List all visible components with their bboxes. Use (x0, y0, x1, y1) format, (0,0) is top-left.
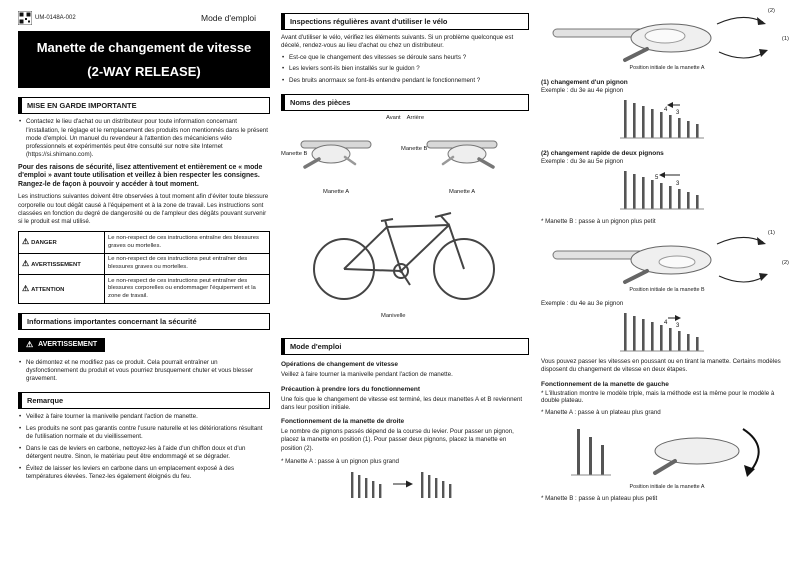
usage-sub1-text: Veillez à faire tourner la manivelle pendant l'action de manette. (281, 371, 453, 379)
front-lever-initial-position-caption: Position initiale de la manette A (629, 483, 705, 490)
rear-label: Arrière (406, 115, 425, 122)
document-title (18, 31, 270, 88)
right-shifter-icon (423, 127, 501, 176)
sprocket-number: 4 (664, 107, 668, 113)
hazard-level-table (18, 231, 270, 304)
usage-sub3-text: Le nombre de pignons passés dépend de la course du levier. Pour passer un pignon, placez la manette en position (1). Pour passer deux pignons, placez la manette en position (2). (281, 428, 514, 452)
caution-label: ATTENTION (31, 286, 65, 293)
usage-sub2-title: Précaution à prendre lors du fonctionnement (281, 385, 421, 393)
inspection-bullet: • Les leviers sont-ils bien installés sur le guidon ? (289, 65, 529, 73)
lever-b-arrows-figure (541, 230, 793, 293)
chainring-illustration (547, 421, 787, 483)
middle-column (281, 0, 529, 506)
position-1-label: (1) (781, 36, 789, 42)
position-1-label: (1) (767, 230, 775, 236)
document-type-label: Mode d'emploi (200, 12, 256, 23)
lever-a-right-label: Manette A (449, 189, 476, 196)
remark-bullet: • Veillez à faire tourner la manivelle pendant l'action de manette. (26, 413, 270, 421)
table-row (19, 253, 270, 274)
shift-two-title: (2) changement rapide de deux pignons (541, 150, 664, 157)
lever-a-left-label: Manette A (323, 189, 350, 196)
section-header-inspections: Inspections régulières avant d'utiliser le vélo (281, 13, 529, 30)
lever-a-initial-position-caption: Position initiale de la manette A (629, 65, 705, 71)
sprocket-number: 5 (655, 175, 659, 181)
safety-bold-paragraph: Pour des raisons de sécurité, lisez attentivement et entièrement ce « mode d'emploi » avant toute utilisation et veillez à bien respecter les consignes. Rangez-le de façon à pouvoir y accéder à tout moment. (18, 163, 263, 189)
danger-text-cell: Le non-respect de ces instructions entraîne des blessures graves ou mortelles. (105, 232, 270, 253)
warning-text-cell: Le non-respect de ces instructions peut entraîner des blessures graves ou mortelles. (105, 253, 270, 274)
lever-a-arrows-figure (541, 8, 793, 71)
inspection-bullet: • Des bruits anormaux se font-ils entendre pendant le fonctionnement ? (289, 77, 529, 85)
section-header-important-notice: MISE EN GARDE IMPORTANTE (18, 97, 270, 114)
section-header-usage: Mode d'emploi (281, 338, 529, 355)
table-row (19, 232, 270, 253)
front-rear-labels (281, 115, 529, 121)
lever-b-note: * Manette B : passe à un pignon plus petit (541, 218, 656, 225)
instructions-classification-paragraph: Les instructions suivantes doivent être observées à tout moment afin d'éviter toute blessure corporelle ou tout dégât causé à l'équipement et à la zone de travail. Les instructions sont classées en fonction du degré de dangerosité ou de l'ampleur des dégâts pouvant survenir si le produit est mal utilisé. (18, 193, 269, 226)
usage-sub2-text: Une fois que le changement de vitesse est terminé, les deux manettes A et B reviennent dans leur position initiale. (281, 395, 523, 411)
caution-text-cell: Le non-respect de ces instructions peut entraîner des blessures corporelles ou endommager l'équipement et la zone de travail. (105, 275, 270, 304)
triple-model-note: * L'illustration montre le modèle triple, mais la méthode est la même pour le modèle à double plateau. (541, 389, 775, 404)
shift-one-example: Exemple : du 3e au 4e pignon (541, 87, 624, 94)
sprocket-pair-illustration (281, 468, 529, 504)
left-shifter-icon (297, 127, 375, 176)
table-row (19, 275, 270, 304)
warning-label: AVERTISSEMENT (31, 261, 81, 268)
sprocket-number: 3 (676, 181, 680, 187)
safety-bullet: • Ne démontez et ne modifiez pas ce produit. Cela pourrait entraîner un dysfonctionnement du produit et vous pourriez brusquement chuter et vous blesser gravement. (26, 359, 270, 384)
remark-bullet: • Évitez de laisser les leviers en carbone dans un emplacement exposé à des températures élevées. Tenez-les également éloignés du feu. (26, 465, 270, 482)
lever-b-left-label: Manette B (281, 151, 308, 158)
sprocket-number: 4 (664, 320, 668, 326)
inspection-intro: Avant d'utiliser le vélo, vérifiez les éléments suivants. Si un problème quelconque est décelé, rendez-vous au lieu d'achat ou chez un distributeur. (281, 34, 514, 50)
lever-b-initial-position-caption: Position initiale de la manette B (629, 287, 705, 293)
warning-badge-label: AVERTISSEMENT (38, 341, 98, 349)
chainring-figure (541, 421, 793, 490)
bicycle-illustration (289, 207, 519, 312)
right-column (541, 0, 793, 505)
part-names-diagram (281, 115, 529, 329)
shift-two-example: Exemple : du 3e au 5e pignon (541, 158, 624, 165)
left-lever-title: Fonctionnement de la manette de gauche (541, 380, 669, 388)
warning-triangle-icon: ⚠ (26, 340, 34, 350)
document-header (18, 0, 270, 28)
shifter-top-view-illustration (547, 230, 787, 286)
crank-label: Manivelle (381, 313, 406, 320)
important-notice-bullet: • Contactez le lieu d'achat ou un distributeur pour toute information concernant l'installation, le réglage et le remplacement des produits non mentionnés dans le présent mode d'emploi. Un manuel du revendeur à l'attention des mécaniciens vélo professionnels et expérimentés peut être consulté sur notre site Internet (https://si.shimano.com). (26, 118, 270, 159)
sprocket-number: 3 (676, 323, 680, 329)
qr-code-icon (18, 11, 32, 25)
warning-triangle-icon: ⚠ (22, 258, 30, 268)
title-line2: (2-WAY RELEASE) (87, 64, 201, 80)
warning-triangle-icon: ⚠ (22, 283, 30, 293)
section-header-remark: Remarque (18, 392, 270, 409)
cassette-upshift-two-figure (541, 167, 793, 213)
inspection-bullet: • Est-ce que le changement des vitesses se déroule sans heurts ? (289, 54, 529, 62)
document-number: UM-0148A-002 (35, 14, 76, 21)
lever-a-note: * Manette A : passe à un pignon plus grand (281, 457, 399, 465)
title-line1: Manette de changement de vitesse (36, 40, 252, 55)
push-pull-paragraph: Vous pouvez passer les vitesses en poussant ou en tirant la manette. Certains modèles disposent du changement de vitesse en deux étapes. (541, 358, 781, 374)
danger-label-cell (19, 232, 105, 253)
left-column (18, 0, 270, 485)
lever-a-chainring-note: * Manette A : passe à un plateau plus grand (541, 408, 661, 416)
usage-sub1-title: Opérations de changement de vitesse (281, 361, 399, 369)
lever-b-chainring-note: * Manette B : passe à un plateau plus petit (541, 494, 658, 502)
warning-triangle-icon: ⚠ (22, 237, 30, 247)
danger-label: DANGER (31, 240, 57, 247)
warning-label-cell (19, 253, 105, 274)
remark-bullet: • Dans le cas de leviers en carbone, nettoyez-les à l'aide d'un chiffon doux et d'un détergent neutre. Sinon, le matériau peut être endommagé et se dégrader. (26, 445, 270, 462)
usage-sub3-title: Fonctionnement de la manette de droite (281, 418, 405, 425)
position-2-label: (2) (767, 8, 775, 14)
lever-b-right-label: Manette B (401, 146, 428, 153)
section-header-safety-info: Informations importantes concernant la sécurité (18, 313, 270, 330)
cassette-downshift-figure (541, 309, 793, 355)
warning-badge (18, 338, 105, 352)
section-header-part-names: Noms des pièces (281, 94, 529, 111)
remark-bullet: • Les produits ne sont pas garantis contre l'usure naturelle et les détériorations résultant de l'utilisation normale et du vieillissement. (26, 425, 270, 442)
sprocket-number: 3 (676, 110, 680, 116)
position-2-label: (2) (781, 260, 789, 266)
front-label: Avant (385, 115, 401, 122)
caution-label-cell (19, 275, 105, 304)
shifter-top-view-illustration (547, 8, 787, 64)
cassette-upshift-one-figure (541, 96, 793, 142)
shift-one-title: (1) changement d'un pignon (541, 79, 628, 86)
shift-down-example: Exemple : du 4e au 3e pignon (541, 300, 624, 307)
